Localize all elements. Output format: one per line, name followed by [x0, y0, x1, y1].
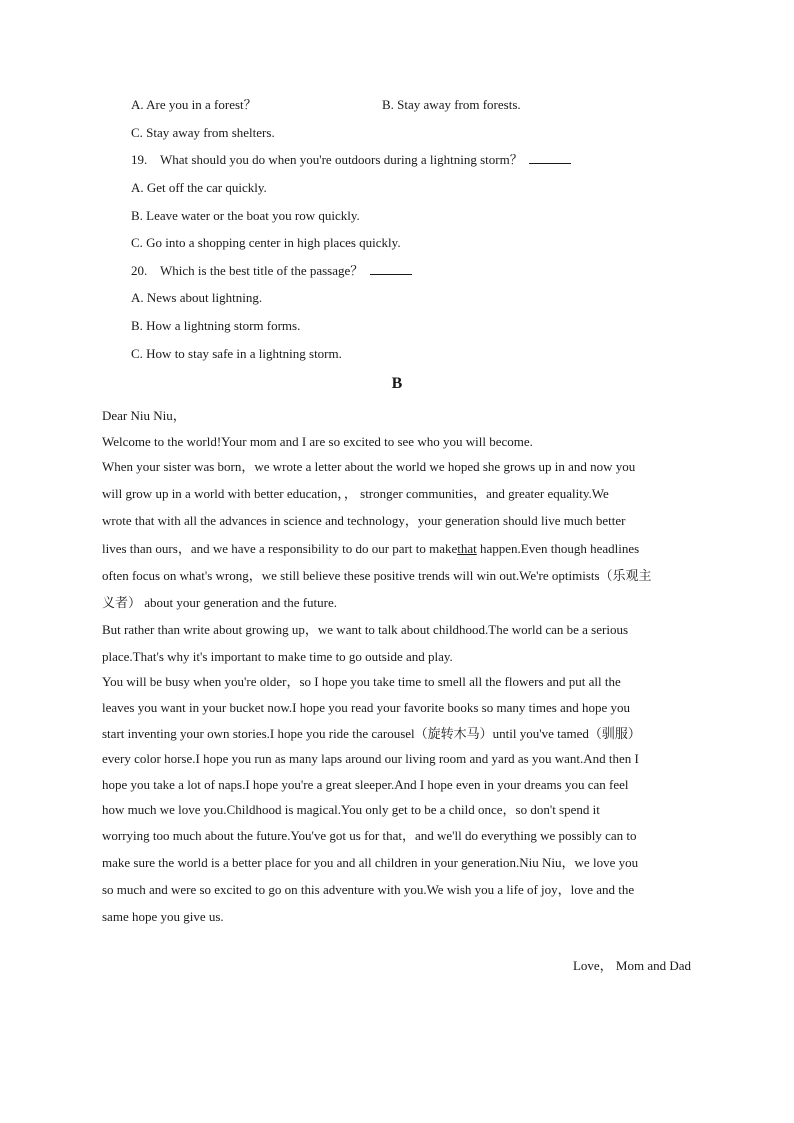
q19-line: [131, 152, 571, 168]
letter-signature: Love， Mom and Dad: [572, 958, 691, 973]
q20-line: [131, 263, 412, 279]
q20-answer-blank[interactable]: [370, 263, 412, 275]
q19-option-b: B. Leave water or the boat you row quickly.: [131, 208, 360, 223]
q18-option-b: B. Stay away from forests.: [382, 97, 521, 112]
q20-option-a: A. News about lightning.: [131, 290, 263, 305]
q19-stem: What should you do when you're outdoors during a lightning storm？: [160, 152, 523, 167]
q19-option-a: A. Get off the car quickly.: [131, 180, 267, 195]
letter-greeting: Dear Niu Niu，: [102, 408, 186, 423]
underlined-word: that: [457, 541, 477, 556]
letter-line: every color horse.I hope you run as many laps around our living room and yard as you want.And then I: [102, 751, 639, 766]
q19-number: 19.: [131, 152, 148, 167]
q20-number: 20.: [131, 263, 148, 278]
q18-option-a: A. Are you in a forest？: [131, 97, 257, 112]
letter-line: When your sister was born，we wrote a letter about the world we hoped she grows up in and now you: [102, 459, 636, 474]
letter-line: But rather than write about growing up，we want to talk about childhood.The world can be a serious: [102, 622, 629, 637]
letter-line: worrying too much about the future.You've got us for that，and we'll do everything we possibly can to: [102, 828, 637, 843]
letter-line: Welcome to the world!Your mom and I are so excited to see who you will become.: [102, 434, 533, 449]
q20-stem: Which is the best title of the passage？: [160, 263, 364, 278]
letter-line: hope you take a lot of naps.I hope you're a great sleeper.And I hope even in your dreams you can feel: [102, 777, 629, 792]
letter-line: start inventing your own stories.I hope you ride the carousel（旋转木马）until you've tamed（驯服）: [102, 726, 641, 741]
letter-line: how much we love you.Childhood is magical.You only get to be a child once，so don't spend it: [102, 802, 600, 817]
letter-line: You will be busy when you're older，so I hope you take time to smell all the flowers and put all the: [102, 674, 621, 689]
letter-line: place.That's why it's important to make time to go outside and play.: [102, 649, 453, 664]
q20-option-c: C. How to stay safe in a lightning storm.: [131, 346, 342, 361]
q20-option-b: B. How a lightning storm forms.: [131, 318, 301, 333]
q18-option-c: C. Stay away from shelters.: [131, 125, 275, 140]
q19-option-c: C. Go into a shopping center in high places quickly.: [131, 235, 401, 250]
section-heading: B: [391, 375, 403, 392]
letter-line: make sure the world is a better place for you and all children in your generation.Niu Niu，we love you: [102, 855, 639, 870]
letter-line: same hope you give us.: [102, 909, 224, 924]
letter-line: lives than ours，and we have a responsibility to do our part to makethat happen.Even though headlines: [102, 541, 640, 556]
q19-answer-blank[interactable]: [529, 152, 571, 164]
letter-line: will grow up in a world with better education，， stronger communities，and greater equality.We: [102, 486, 609, 501]
letter-line: 义者） about your generation and the future.: [102, 595, 338, 610]
letter-line: leaves you want in your bucket now.I hope you read your favorite books so many times and hope you: [102, 700, 631, 715]
letter-line: wrote that with all the advances in science and technology，your generation should live much better: [102, 513, 626, 528]
letter-line: often focus on what's wrong，we still believe these positive trends will win out.We're optimists（乐观主: [102, 568, 652, 583]
letter-line: so much and were so excited to go on this adventure with you.We wish you a life of joy，love and the: [102, 882, 635, 897]
